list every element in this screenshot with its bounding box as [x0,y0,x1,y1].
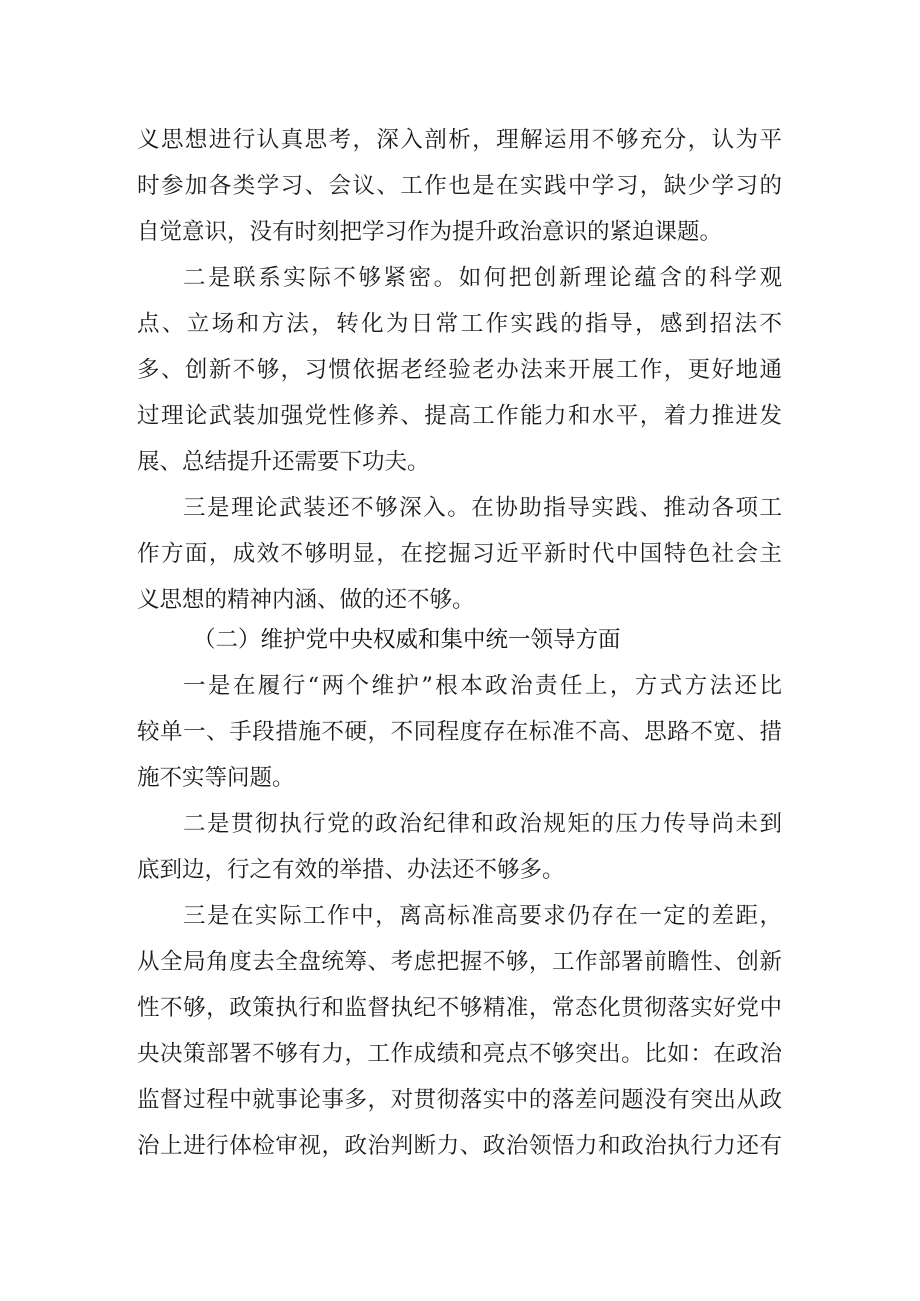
paragraph-first-line: 三是在实际工作中，离高标准高要求仍存在一定的差距， [183,903,782,929]
paragraph-line: 较单一、手段措施不硬，不同程度存在标准不高、思路不宽、措 [137,719,782,745]
paragraph-line: 多、创新不够，习惯依据老经验老办法来开展工作，更好地通 [137,357,782,383]
paragraph-line: 从全局角度去全盘统筹、考虑把握不够，工作部署前瞻性、创新 [137,949,782,975]
paragraph-first-line: 三是理论武装还不够深入。在协助指导实践、推动各项工 [183,495,782,521]
paragraph-line: 时参加各类学习、会议、工作也是在实践中学习，缺少学习的 [137,173,782,199]
paragraph-line: 作方面，成效不够明显，在挖掘习近平新时代中国特色社会主 [137,541,782,567]
paragraph-line: 义思想进行认真思考，深入剖析，理解运用不够充分，认为平 [137,127,782,153]
paragraph-line: 点、立场和方法，转化为日常工作实践的指导，感到招法不 [137,311,782,337]
paragraph-first-line: 一是在履行“两个维护”根本政治责任上，方式方法还比 [183,673,782,699]
paragraph-line: 监督过程中就事论事多，对贯彻落实中的落差问题没有突出从政 [137,1087,782,1113]
paragraph-first-line: 二是联系实际不够紧密。如何把创新理论蕴含的科学观 [183,265,782,291]
paragraph-line: 义思想的精神内涵、做的还不够。 [137,587,475,613]
paragraph-line: 过理论武装加强党性修养、提高工作能力和水平，着力推进发 [137,403,782,429]
paragraph-line: 底到边，行之有效的举措、办法还不够多。 [137,857,565,883]
paragraph-line: 央决策部署不够有力，工作成绩和亮点不够突出。比如：在政治 [137,1041,782,1067]
section-heading: （二）维护党中央权威和集中统一领导方面 [193,627,621,653]
paragraph-line: 展、总结提升还需要下功夫。 [137,449,430,475]
paragraph-line: 自觉意识，没有时刻把学习作为提升政治意识的紧迫课题。 [137,219,723,245]
paragraph-line: 性不够，政策执行和监督执纪不够精准，常态化贯彻落实好党中 [137,995,782,1021]
paragraph-first-line: 二是贯彻执行党的政治纪律和政治规矩的压力传导尚未到 [183,811,782,837]
paragraph-line: 施不实等问题。 [137,765,295,791]
paragraph-line: 治上进行体检审视，政治判断力、政治领悟力和政治执行力还有 [137,1133,782,1159]
